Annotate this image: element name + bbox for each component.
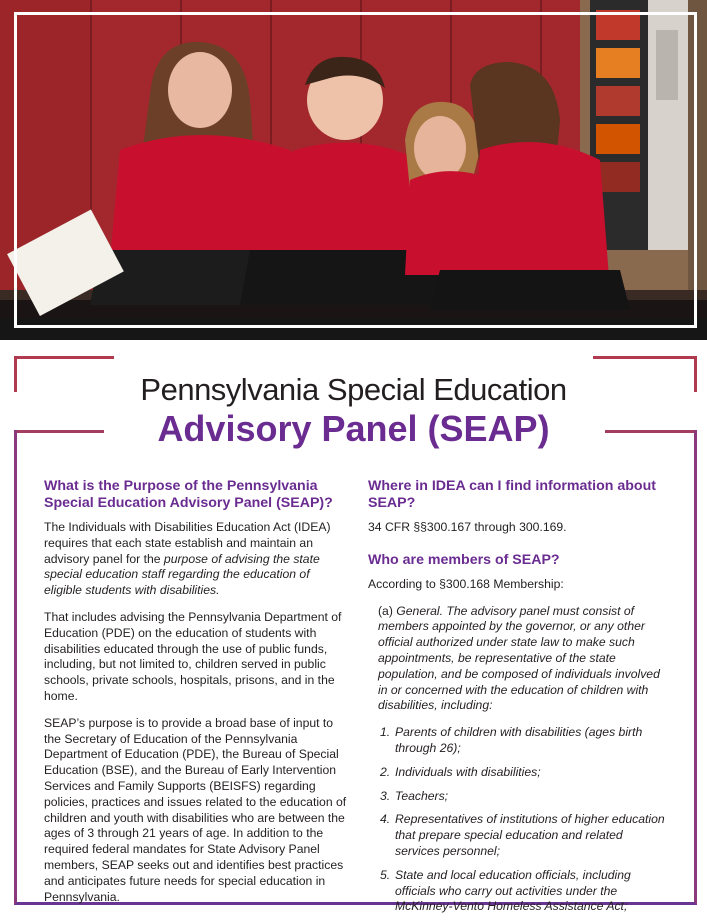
list-item-text: State and local education officials, including officials who carry out activities under the McKinney-Vento Homeless Assistance Act; bbox=[395, 867, 631, 914]
page-title-line1: Pennsylvania Special Education bbox=[140, 372, 567, 407]
list-item bbox=[368, 789, 668, 805]
list-item-number: 3. bbox=[380, 788, 391, 803]
general-text: General. The advisory panel must consist of members appointed by the governor, or any other official authorized under state law to make such appointments, be representative of the state population, and be composed of individuals involved in or concerned with the education of children with disabilities, including: bbox=[378, 603, 660, 713]
list-item-text: Parents of children with disabilities (ages birth through 26); bbox=[395, 725, 643, 755]
membership-intro: According to §300.168 Membership: bbox=[368, 576, 564, 591]
idea-heading: Where in IDEA can I find information about SEAP? bbox=[368, 478, 656, 511]
page-title-line2: Advisory Panel (SEAP) bbox=[157, 408, 550, 449]
purpose-paragraph-1 bbox=[44, 520, 350, 599]
list-item bbox=[368, 812, 668, 859]
list-item bbox=[368, 725, 668, 757]
list-item bbox=[368, 868, 668, 915]
left-column bbox=[44, 478, 350, 916]
idea-citation: 34 CFR §§300.167 through 300.169. bbox=[368, 520, 567, 534]
hero-frame bbox=[14, 12, 697, 328]
list-item-number: 5. bbox=[380, 867, 391, 882]
members-list bbox=[368, 725, 668, 915]
purpose-p1-plain: The Individuals with Disabilities Education Act (IDEA) requires that each state establish and maintain an advisory panel for the bbox=[44, 520, 331, 566]
list-item-number: 4. bbox=[380, 812, 391, 827]
list-item bbox=[368, 765, 668, 781]
general-prefix: (a) bbox=[378, 603, 397, 618]
general-clause bbox=[368, 604, 668, 715]
purpose-heading: What is the Purpose of the Pennsylvania Special Education Advisory Panel (SEAP)? bbox=[44, 478, 333, 511]
list-item-text: Individuals with disabilities; bbox=[395, 764, 541, 779]
hero-photo bbox=[0, 0, 707, 340]
list-item-number: 1. bbox=[380, 725, 391, 740]
list-item-text: Representatives of institutions of higher education that prepare special education and related services personnel; bbox=[395, 812, 665, 858]
list-item-text: Teachers; bbox=[395, 788, 449, 803]
purpose-p1-italic: purpose of advising the state special education staff regarding the education of eligible students with disabilities. bbox=[44, 551, 320, 598]
purpose-paragraph-2: That includes advising the Pennsylvania Department of Education (PDE) on the education of students with disabilities educated through the use of public funds, including, but not limited to, children served in public schools, private schools, hospitals, prisons, and in the home. bbox=[44, 609, 342, 703]
list-item-number: 2. bbox=[380, 764, 391, 779]
members-heading: Who are members of SEAP? bbox=[368, 551, 560, 568]
purpose-paragraph-3: SEAP’s purpose is to provide a broad base of input to the Secretary of Education of the Pennsylvania Department of Education (PDE), the Bureau of Special Education (BSE), and the Bureau of Early Intervention Services and Family Supports (BEISFS) regarding policies, practices and issues related to the education of children and youth with disabilities who are between the ages of 3 through 21 years of age. In addition to the required federal mandates for State Advisory Panel members, SEAP seeks out and identifies best practices and anticipates future needs for special education in Pennsylvania. bbox=[44, 715, 347, 904]
right-column bbox=[368, 478, 668, 923]
